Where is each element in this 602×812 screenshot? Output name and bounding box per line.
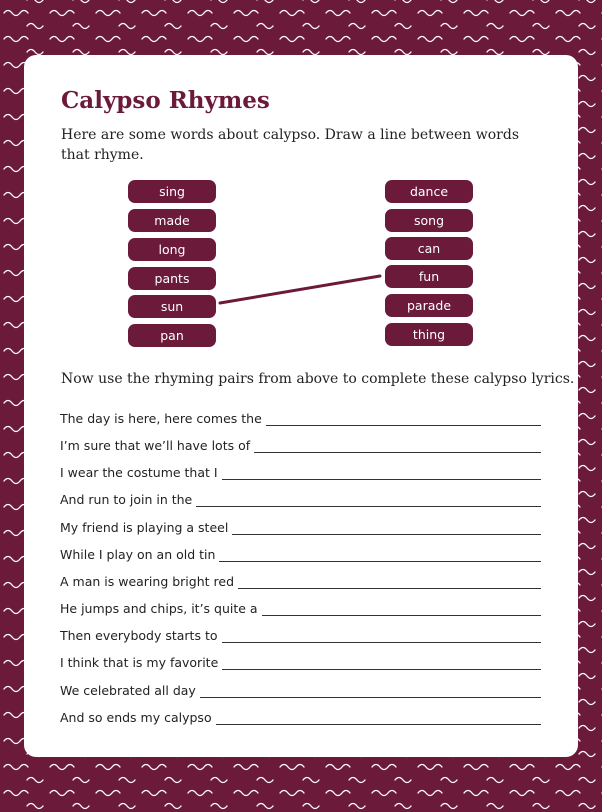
lyric-text: I think that is my favorite xyxy=(60,655,219,670)
matching-instructions: Here are some words about calypso. Draw a line between words that rhyme. xyxy=(61,127,520,163)
lyric-answer-field[interactable] xyxy=(254,438,541,453)
lyric-line xyxy=(60,652,541,670)
word-pill-long[interactable]: long xyxy=(128,238,216,261)
lyric-answer-field[interactable] xyxy=(196,492,541,507)
word-pill-dance[interactable]: dance xyxy=(385,180,473,203)
lyric-line xyxy=(60,598,541,616)
word-pill-pan[interactable]: pan xyxy=(128,324,216,347)
lyric-text: The day is here, here comes the xyxy=(60,411,262,426)
lyric-answer-field[interactable] xyxy=(219,547,541,562)
rhyme-connection-line xyxy=(220,276,380,303)
lyric-text: And run to join in the xyxy=(60,492,193,507)
lyric-line xyxy=(60,625,541,643)
lyric-text: I’m sure that we’ll have lots of xyxy=(60,438,251,453)
word-pill-fun[interactable]: fun xyxy=(385,265,473,288)
lyric-text: While I play on an old tin xyxy=(60,547,216,562)
lyric-text: My friend is playing a steel xyxy=(60,520,229,535)
lyric-answer-field[interactable] xyxy=(238,574,541,589)
lyric-answer-field[interactable] xyxy=(200,683,541,698)
lyric-line xyxy=(60,517,541,535)
lyric-answer-field[interactable] xyxy=(222,465,541,480)
lyric-text: I wear the costume that I xyxy=(60,465,218,480)
lyric-answer-field[interactable] xyxy=(232,520,541,535)
worksheet-title: Calypso Rhymes xyxy=(61,87,270,114)
word-pill-thing[interactable]: thing xyxy=(385,323,473,346)
word-pill-sun[interactable]: sun xyxy=(128,295,216,318)
lyric-line xyxy=(60,435,541,453)
lyric-line xyxy=(60,680,541,698)
word-pill-can[interactable]: can xyxy=(385,237,473,260)
lyric-answer-field[interactable] xyxy=(222,628,542,643)
word-pill-pants[interactable]: pants xyxy=(128,267,216,290)
lyric-line xyxy=(60,707,541,725)
lyric-text: And so ends my calypso xyxy=(60,710,212,725)
lyric-line xyxy=(60,489,541,507)
lyric-answer-field[interactable] xyxy=(222,655,541,670)
lyric-text: He jumps and chips, it’s quite a xyxy=(60,601,258,616)
worksheet-card xyxy=(24,55,578,757)
lyrics-instructions: Now use the rhyming pairs from above to complete these calypso lyrics. xyxy=(61,371,575,387)
word-pill-sing[interactable]: sing xyxy=(128,180,216,203)
lyric-line xyxy=(60,571,541,589)
lyric-answer-field[interactable] xyxy=(262,601,541,616)
lyric-answer-field[interactable] xyxy=(216,710,541,725)
lyric-answer-field[interactable] xyxy=(266,411,541,426)
lyric-line xyxy=(60,544,541,562)
lyric-text: We celebrated all day xyxy=(60,683,196,698)
word-pill-song[interactable]: song xyxy=(385,209,473,232)
word-pill-parade[interactable]: parade xyxy=(385,294,473,317)
lyric-line xyxy=(60,462,541,480)
lyric-text: Then everybody starts to xyxy=(60,628,218,643)
lyric-text: A man is wearing bright red xyxy=(60,574,234,589)
lyric-line xyxy=(60,408,541,426)
word-pill-made[interactable]: made xyxy=(128,209,216,232)
